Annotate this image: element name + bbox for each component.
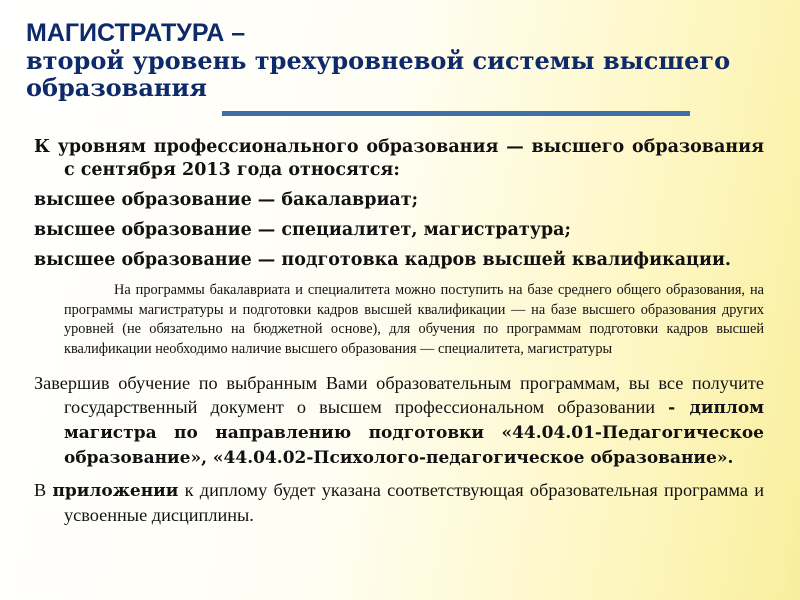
level-item: высшее образование — бакалавриат; xyxy=(34,190,419,210)
appendix-paragraph xyxy=(34,478,764,527)
slide-title xyxy=(26,20,730,101)
title-underline xyxy=(222,111,690,116)
slide-body xyxy=(34,136,764,527)
intro-paragraph: К уровням профессионального образования — высшего образования с сентября 2013 года относятся: xyxy=(34,137,764,180)
level-item: высшее образование — подготовка кадров высшей квалификации. xyxy=(34,250,732,270)
admission-note: На программы бакалавриата и специалитета можно поступить на базе среднего общего образования, на программы магистратуры и подготовки кадров высшей квалификации — на базе высшего образования других уровней (не обязательно на бюджетной основе), для обучения по программам подготовки кадров высшей квалификации необходимо наличие высшего образования — специалитета, магистратуры xyxy=(64,282,764,357)
appendix-prefix: В xyxy=(34,480,53,500)
title-line-1: МАГИСТРАТУРА – xyxy=(26,19,246,47)
diploma-paragraph xyxy=(34,371,764,470)
appendix-bold-word: приложении xyxy=(52,481,179,501)
diploma-bold-text: - диплом магистра по направлению подготовки «44.04.01-Педагогическое образование», «44.04.02-Психолого-педагогическое образование». xyxy=(64,398,764,468)
title-line-3: образования xyxy=(26,73,207,102)
level-item: высшее образование — специалитет, магистратура; xyxy=(34,220,571,240)
appendix-suffix: к диплому будет указана соответствующая образовательная программа и усвоенные дисциплины. xyxy=(64,480,765,525)
diploma-text: Завершив обучение по выбранным Вами образовательным программам, вы все получите государственный документ о высшем профессиональном образовании xyxy=(34,373,764,417)
title-line-2: второй уровень трехуровневой системы высшего xyxy=(26,46,731,75)
